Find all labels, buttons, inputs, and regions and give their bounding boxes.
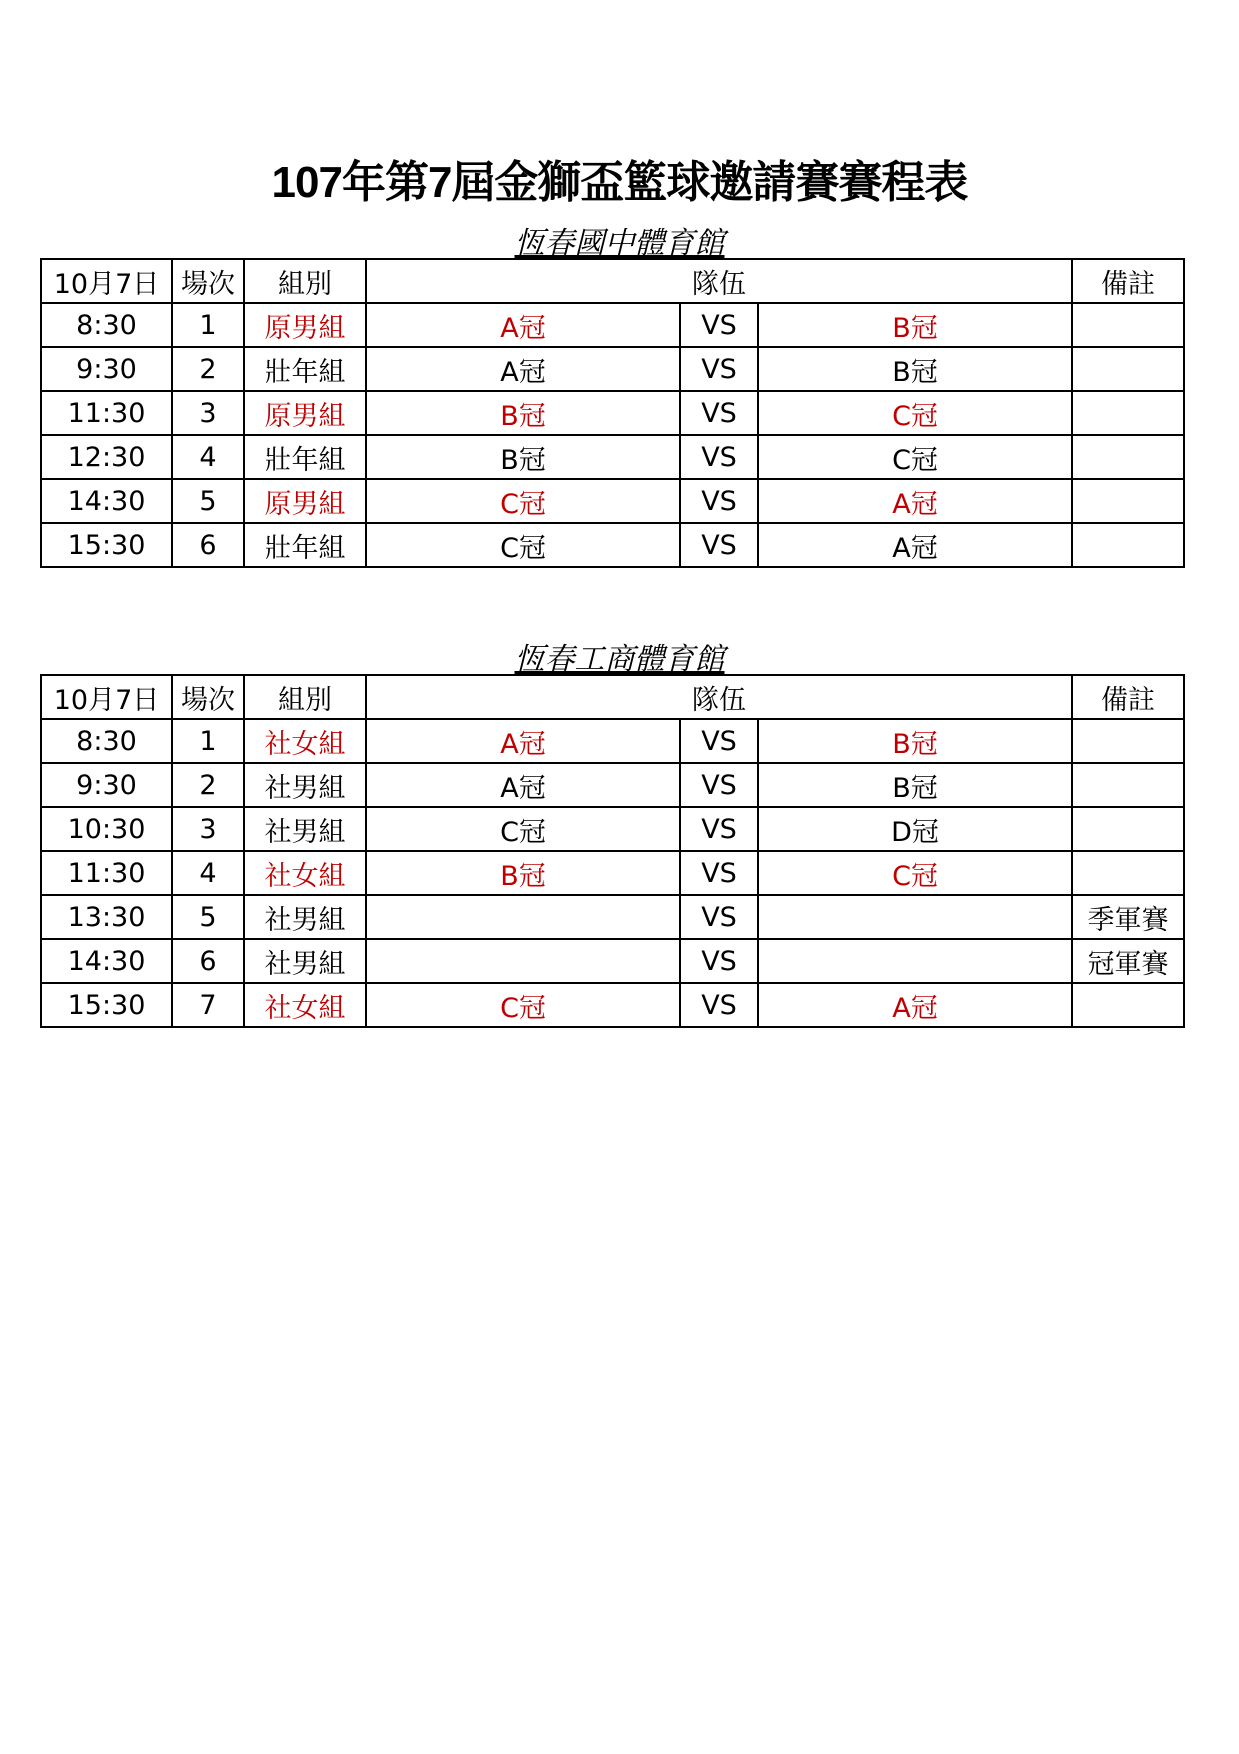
group-cell: 壯年組 [244,435,366,479]
vs-cell: VS [680,895,758,939]
remark-cell [1072,347,1184,391]
time-cell: 8:30 [41,719,172,763]
team-b-cell: A冠 [758,479,1072,523]
team-a-cell: C冠 [366,479,680,523]
header-match-number: 場次 [172,675,244,719]
vs-cell: VS [680,719,758,763]
table-row [41,391,1184,435]
time-cell: 13:30 [41,895,172,939]
vs-cell: VS [680,391,758,435]
group-cell: 社男組 [244,939,366,983]
group-cell: 社男組 [244,895,366,939]
remark-cell: 季軍賽 [1072,895,1184,939]
table-row [41,479,1184,523]
team-b-cell [758,939,1072,983]
match-number-cell: 2 [172,347,244,391]
header-group: 組別 [244,675,366,719]
time-cell: 9:30 [41,763,172,807]
group-cell: 社女組 [244,851,366,895]
vs-cell: VS [680,523,758,567]
venue-title-1: 恆春國中體育館 [514,226,725,261]
group-cell: 原男組 [244,303,366,347]
vs-cell: VS [680,939,758,983]
group-cell: 社女組 [244,719,366,763]
team-a-cell: C冠 [366,983,680,1027]
remark-cell [1072,479,1184,523]
schedule-table-1 [40,258,1185,568]
vs-cell: VS [680,435,758,479]
match-number-cell: 4 [172,851,244,895]
match-number-cell: 6 [172,939,244,983]
group-cell: 原男組 [244,391,366,435]
time-cell: 10:30 [41,807,172,851]
team-b-cell: A冠 [758,523,1072,567]
match-number-cell: 6 [172,523,244,567]
remark-cell [1072,763,1184,807]
vs-cell: VS [680,479,758,523]
schedule-table-2 [40,674,1185,1028]
header-date: 10月7日 [41,675,172,719]
group-cell: 社男組 [244,807,366,851]
table-row [41,763,1184,807]
time-cell: 12:30 [41,435,172,479]
schedule-table-body [41,259,1184,567]
team-b-cell: D冠 [758,807,1072,851]
table-row [41,347,1184,391]
table-row [41,435,1184,479]
team-a-cell: A冠 [366,763,680,807]
header-row [41,259,1184,303]
team-a-cell: C冠 [366,523,680,567]
remark-cell [1072,523,1184,567]
schedule-table-body [41,675,1184,1027]
group-cell: 社男組 [244,763,366,807]
remark-cell [1072,303,1184,347]
header-date: 10月7日 [41,259,172,303]
team-b-cell: A冠 [758,983,1072,1027]
group-cell: 壯年組 [244,347,366,391]
table-row [41,523,1184,567]
team-a-cell: C冠 [366,807,680,851]
header-teams: 隊伍 [366,259,1072,303]
team-a-cell: A冠 [366,303,680,347]
match-number-cell: 3 [172,807,244,851]
time-cell: 9:30 [41,347,172,391]
table-row [41,939,1184,983]
time-cell: 11:30 [41,391,172,435]
team-a-cell: B冠 [366,435,680,479]
vs-cell: VS [680,983,758,1027]
vs-cell: VS [680,303,758,347]
remark-cell [1072,807,1184,851]
team-a-cell: B冠 [366,391,680,435]
remark-cell [1072,983,1184,1027]
header-group: 組別 [244,259,366,303]
remark-cell [1072,851,1184,895]
header-match-number: 場次 [172,259,244,303]
header-remark: 備註 [1072,259,1184,303]
remark-cell: 冠軍賽 [1072,939,1184,983]
group-cell: 原男組 [244,479,366,523]
team-a-cell [366,895,680,939]
time-cell: 14:30 [41,479,172,523]
page-title: 107年第7屆金獅盃籃球邀請賽賽程表 [271,158,968,207]
team-b-cell: B冠 [758,347,1072,391]
time-cell: 8:30 [41,303,172,347]
team-a-cell: A冠 [366,719,680,763]
remark-cell [1072,719,1184,763]
header-remark: 備註 [1072,675,1184,719]
team-a-cell: B冠 [366,851,680,895]
vs-cell: VS [680,763,758,807]
table-row [41,807,1184,851]
team-b-cell: B冠 [758,303,1072,347]
match-number-cell: 1 [172,719,244,763]
table-row [41,851,1184,895]
match-number-cell: 2 [172,763,244,807]
team-b-cell: B冠 [758,719,1072,763]
vs-cell: VS [680,807,758,851]
table-row [41,895,1184,939]
match-number-cell: 1 [172,303,244,347]
venue-title-2: 恆春工商體育館 [514,642,725,677]
team-b-cell: C冠 [758,391,1072,435]
remark-cell [1072,391,1184,435]
vs-cell: VS [680,851,758,895]
time-cell: 11:30 [41,851,172,895]
table-row [41,719,1184,763]
team-b-cell: C冠 [758,435,1072,479]
team-b-cell: B冠 [758,763,1072,807]
match-number-cell: 3 [172,391,244,435]
time-cell: 14:30 [41,939,172,983]
team-b-cell [758,895,1072,939]
group-cell: 社女組 [244,983,366,1027]
match-number-cell: 5 [172,895,244,939]
team-b-cell: C冠 [758,851,1072,895]
group-cell: 壯年組 [244,523,366,567]
team-a-cell [366,939,680,983]
table-row [41,303,1184,347]
header-teams: 隊伍 [366,675,1072,719]
time-cell: 15:30 [41,523,172,567]
time-cell: 15:30 [41,983,172,1027]
match-number-cell: 7 [172,983,244,1027]
match-number-cell: 5 [172,479,244,523]
vs-cell: VS [680,347,758,391]
team-a-cell: A冠 [366,347,680,391]
match-number-cell: 4 [172,435,244,479]
table-row [41,983,1184,1027]
remark-cell [1072,435,1184,479]
header-row [41,675,1184,719]
